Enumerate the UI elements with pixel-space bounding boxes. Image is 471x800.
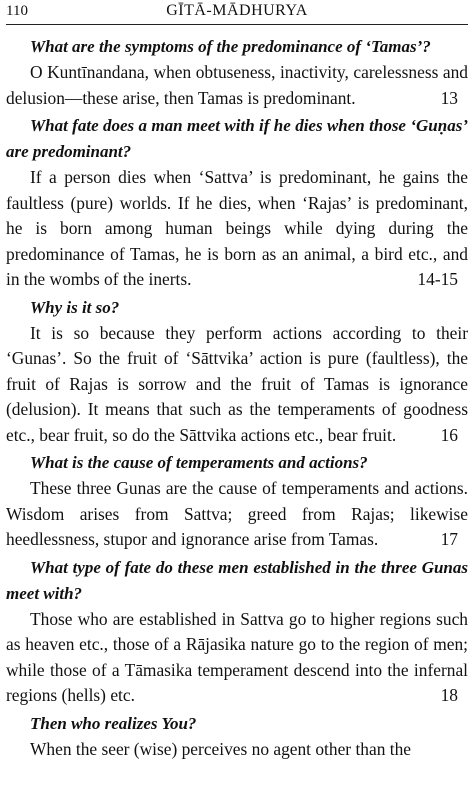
answer-paragraph [6, 165, 468, 293]
question-heading: What type of fate do these men established in the three Gunas meet with? [6, 557, 468, 603]
answer-paragraph [6, 737, 468, 763]
answer-text: When the seer (wise) perceives no agent other than the [30, 738, 411, 759]
verse-number: 16 [440, 424, 458, 445]
answer-text: It is so because they perform actions according to their ‘Gunas’. So the fruit of ‘Sāttvika’ action is pure (faultless), the fruit of Rajas is sorrow and the fruit of Tamas is ignorance (delusion). It means that such as the temperaments of goodness etc., bear fruit, so do the Sāttvika actions etc., bear fruit. [6, 322, 468, 445]
answer-paragraph [6, 476, 468, 553]
page-header [6, 0, 468, 25]
answer-paragraph [6, 321, 468, 449]
verse-number: 18 [440, 685, 458, 705]
page-number: 110 [6, 3, 28, 19]
question-heading: Why is it so? [30, 297, 120, 317]
page-content [6, 25, 468, 762]
answer-text: These three Gunas are the cause of temperaments and actions. Wisdom arises from Sattva; greed from Rajas; likewise heedlessness, stupor and ignorance arise from Tamas. [6, 478, 468, 549]
question-heading: What fate does a man meet with if he dies when those ‘Guṇas’ are predominant? [6, 116, 468, 161]
running-head: GĪTĀ-MĀDHURYA [166, 2, 308, 19]
verse-number: 13 [440, 87, 458, 108]
question-heading: What is the cause of temperaments and actions? [30, 453, 368, 472]
answer-text: If a person dies when ‘Sattva’ is predominant, he gains the faultless (pure) worlds. If he dies, when ‘Rajas’ is predominant, he is born among human beings while dying during the predominance of Tamas, he is born as an animal, a bird etc., and in the wombs of the inerts. [6, 167, 468, 289]
question-heading: Then who realizes You? [30, 713, 197, 733]
verse-number: 14-15 [417, 269, 458, 289]
answer-paragraph [6, 60, 468, 111]
answer-text: O Kuntīnandana, when obtuseness, inactivity, carelessness and delusion—these arise, then Tamas is predominant. [6, 62, 468, 108]
question-heading: What are the symptoms of the predominance of ‘Tamas’? [30, 37, 431, 56]
verse-number: 17 [440, 529, 458, 549]
answer-paragraph [6, 607, 468, 709]
book-page [6, 0, 468, 800]
answer-text: Those who are established in Sattva go to higher regions such as heaven etc., those of a Rājasika nature go to the region of men; while those of a Tāmasika temperament descend into the infernal regions (hells) etc. [6, 608, 468, 705]
